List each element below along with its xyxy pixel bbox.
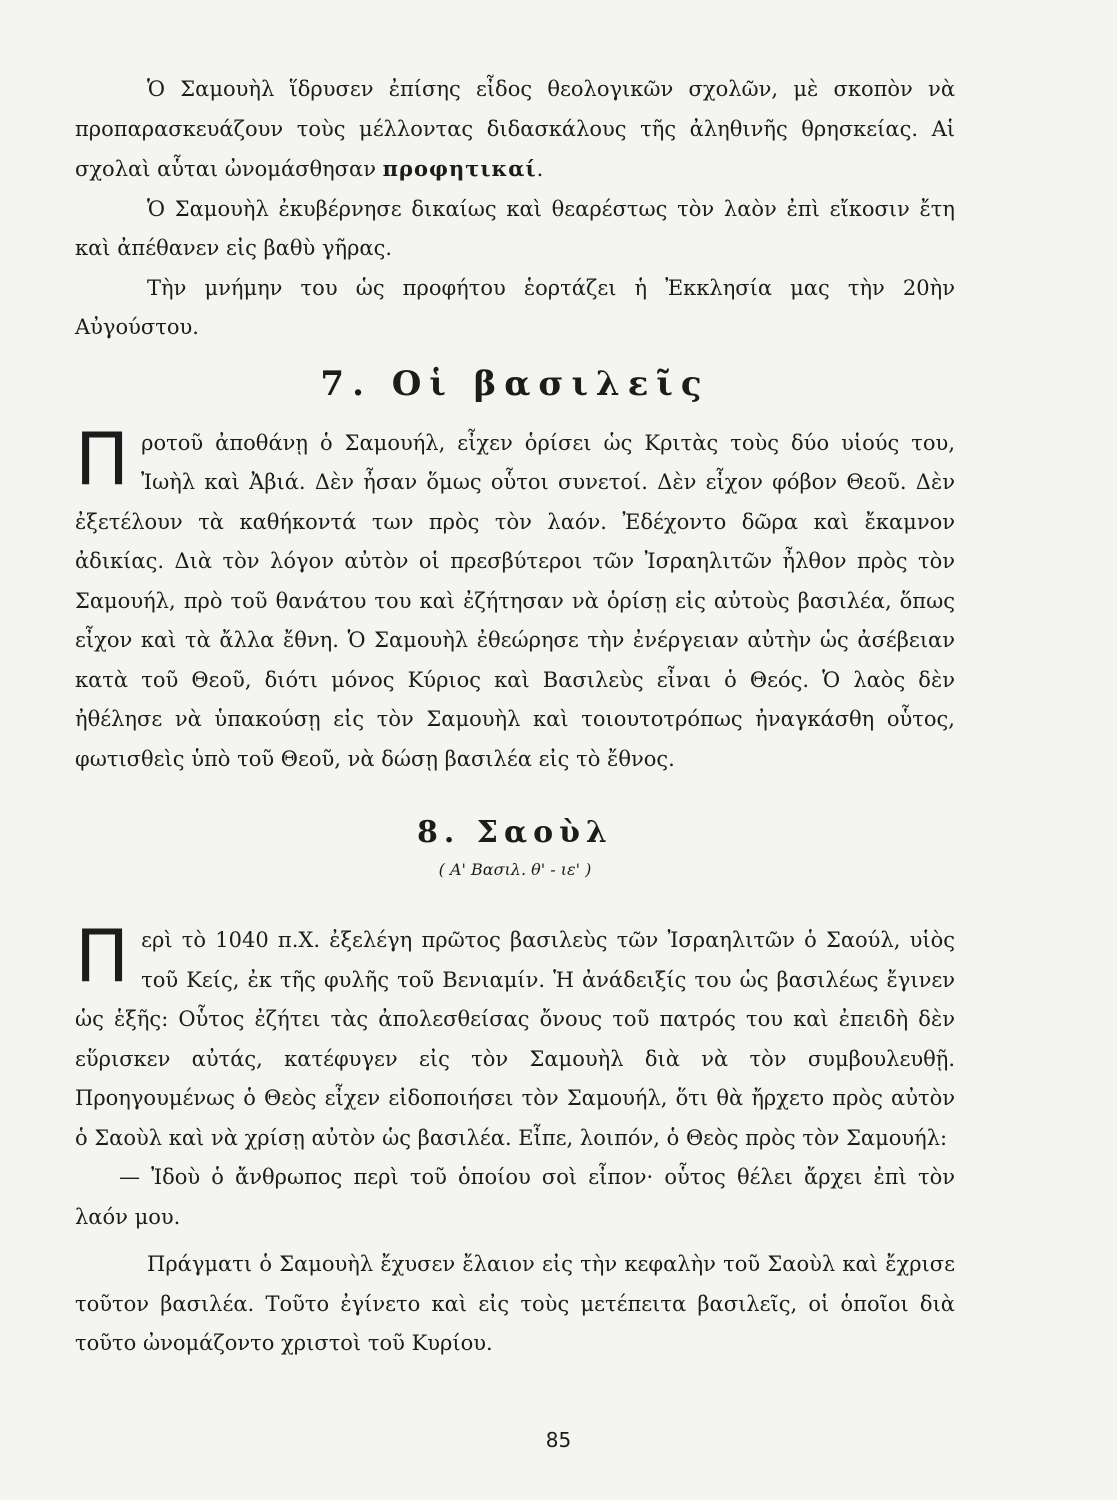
section-7-text: ροτοῦ ἀποθάνῃ ὁ Σαμουήλ, εἶχεν ὁρίσει ὡς Κριτὰς τοὺς δύο υἱούς του, Ἰωὴλ καὶ Ἀβιά. Δὲν ἦσαν ὅμως οὗτοι συνετοί. Δὲν εἶχον φόβον Θεοῦ. Δὲν ἐξετέλουν τὰ καθήκοντά των πρὸς τὸν λαόν. Ἐδέχοντο δῶρα καὶ ἔκαμνον ἀδικίας. Διὰ τὸν λόγον αὐτὸν οἱ πρεσβύτεροι τῶν Ἰσραηλιτῶν ἦλθον πρὸς τὸν Σαμουήλ, πρὸ τοῦ θανάτου του καὶ ἐζήτησαν νὰ ὁρίσῃ εἰς αὐτοὺς βασιλέα, ὅπως εἶχον καὶ τὰ ἄλλα ἔθνη. Ὁ Σαμουὴλ ἐθεώρησε τὴν ἐνέργειαν αὐτὴν ὡς ἀσέβειαν κατὰ τοῦ Θεοῦ, διότι μόνος Κύριος καὶ Βασιλεὺς εἶναι ὁ Θεός. Ὁ λαὸς δὲν ἠθέλησε νὰ ὑπακούσῃ εἰς τὸν Σαμουὴλ καὶ τοιουτοτρόπως ἠναγκάσθη οὗτος, φωτισθεὶς ὑπὸ τοῦ Θεοῦ, νὰ δώσῃ βασιλέα εἰς τὸ ἔθνος.: [75, 430, 955, 771]
dropcap: Π: [75, 416, 130, 501]
intro-paragraph-2: Ὁ Σαμουὴλ ἐκυβέρνησε δικαίως καὶ θεαρέστως τὸν λαὸν ἐπὶ εἴκοσιν ἔτη καὶ ἀπέθανεν εἰς βαθὺ γῆρας.: [75, 196, 955, 260]
section-8-quote: — Ἰδοὺ ὁ ἄνθρωπος περὶ τοῦ ὁποίου σοὶ εἶπον· οὗτος θέλει ἄρχει ἐπὶ τὸν λαόν μου.: [75, 1165, 955, 1229]
intro-paragraph-1: [75, 70, 955, 190]
intro-p1-text: Ὁ Σαμουὴλ ἵδρυσεν ἐπίσης εἶδος θεολογικῶν σχολῶν, μὲ σκοπὸν νὰ προπαρασκευάζουν τοὺς μέλλοντας διδασκάλους τῆς ἀληθινῆς θρησκείας. Αἱ σχολαὶ αὗται ὠνομάσθησαν: [75, 77, 955, 181]
intro-paragraph-3: Τὴν μνήμην του ὡς προφήτου ἑορτάζει ἡ Ἐκκλησία μας τὴν 20ὴν Αὐγούστου.: [75, 275, 955, 339]
section-7-title: 7. Οἱ βασιλεῖς: [320, 363, 710, 404]
intro-p1-end: .: [536, 157, 544, 181]
section-8-paragraph-1: [75, 914, 955, 1158]
page-text: [75, 70, 955, 1364]
section-8-reference: ( Α' Βασιλ. θ' - ιε' ): [438, 860, 592, 879]
section-8-text: ερὶ τὸ 1040 π.Χ. ἐξελέγη πρῶτος βασιλεὺς τῶν Ἰσραηλιτῶν ὁ Σαούλ, υἱὸς τοῦ Κείς, ἐκ τῆς φυλῆς τοῦ Βενιαμίν. Ἡ ἀνάδειξίς του ὡς βασιλέως ἔγινεν ὡς ἑξῆς: Οὗτος ἐζήτει τὰς ἀπολεσθείσας ὄνους τοῦ πατρός του καὶ ἐπειδὴ δὲν εὕρισκεν αὐτάς, κατέφυγεν εἰς τὸν Σαμουὴλ διὰ νὰ τὸν συμβουλευθῇ. Προηγουμένως ὁ Θεὸς εἶχεν εἰδοποιήσει τὸν Σαμουήλ, ὅτι θὰ ἤρχετο πρὸς αὐτὸν ὁ Σαοὺλ καὶ νὰ χρίσῃ αὐτὸν ὡς βασιλέα. Εἶπε, λοιπόν, ὁ Θεὸς πρὸς τὸν Σαμουήλ:: [75, 928, 955, 1150]
bold-term: προφητικαί: [382, 156, 537, 181]
section-8-paragraph-2: Πράγματι ὁ Σαμουὴλ ἔχυσεν ἔλαιον εἰς τὴν κεφαλὴν τοῦ Σαοὺλ καὶ ἔχρισε τοῦτον βασιλέα. Τοῦτο ἐγίνετο καὶ εἰς τοὺς μετέπειτα βασιλεῖς, οἱ ὁποῖοι διὰ τοῦτο ὠνομάζοντο χριστοὶ τοῦ Κυρίου.: [75, 1252, 955, 1355]
dropcap: Π: [75, 914, 130, 998]
section-7-paragraph: [75, 416, 955, 780]
page-number: 85: [545, 1428, 572, 1452]
section-8-title: 8. Σαοὺλ: [417, 815, 613, 850]
